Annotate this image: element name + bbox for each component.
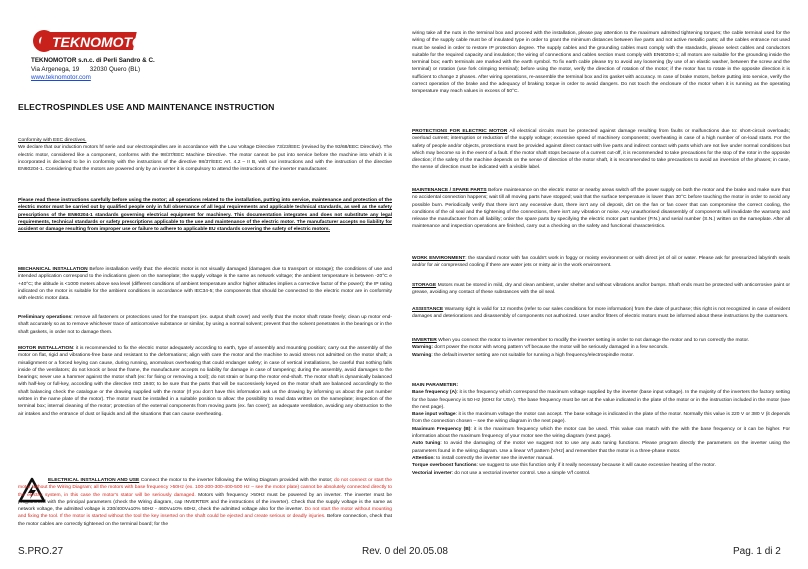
electrical-warning: do not connect or start the motor without the Wiring Diagram; all the motors with base frequency >50Hz (ex. 100-200-300-400-500 Hz – see the motor plate) cannot be absolutely connected directly to the electric system, in this case the motor's stator will be seriously damaged.: [18, 478, 392, 498]
work-environment-heading: WORK ENVIRONMENT: [412, 256, 466, 261]
param-label: Vectorial inverter: [412, 470, 452, 476]
motor-installation-body: : it is recommended to fix the electric motor adequately according to earth, type of assembly and mounting position; carry out the assembly of the motor on flat, rigid and vibrations-free base and resistant to the deformations; align with care the motor and the machine to avoid stress not admitted on the motor shaft; a misalignment or a forced keying can cause, during running, anomalous overheating that could endanger safety; in case of vertical installations, be careful that nothing falls inside of the ventilators; do not knock or beat the frame, the manufacturer accepts no liability for damage in case of tampering; during the assembly, avoid damages to the bearings; never use a hammer against the motor shaft (ex: for fixing or removing a tool); do not strain or bump the motor end-shaft. The motor shaft is dynamically balanced with half-key or full-key, according with the directive ISO 1940; to be sure that the parts that will be successively keyed on the motor shaft are balanced accordingly to the shaft balancing check the catalogue or the drawing supplied with the motor (If you don't have this information ask us the drawing by informing us about the part number written in the name plate of the motor). The motor must be installed in a suitable position to allow: the possibility to read data written on the nameplate; inspection of the terminal box; internal cleaning of the motor; protection of the external components from moving parts (ex. fan cover); an adequate ventilation, avoiding any obstruction to the air intakes and the entrance of dust or liquids and all the situations that can cause overheating.: [18, 346, 392, 417]
inverter-heading: INVERTER: [412, 338, 437, 343]
main-parameter-section: [412, 382, 790, 477]
mechanical-body: Before installation verify that: the electric motor is not visually damaged (damages due to transport or storage); the conditions of use and intended application correspond to the indications given on the nameplate; the supply voltage is the same as network voltage; the ambient temperature is between -20°C e +40°C; the altitude is <1000 meters above sea level (different conditions of ambient temperature and/or higher altitudes implies a corrective factor of the power); the IP rating indicated on the motor is suitable for the ambient conditions in accordance with IEC34-5; the components that should be connected to the electric motor are in conformity with electric motor data.: [18, 267, 392, 302]
param-text: : it is the maximum voltage the motor can accept. The base voltage is indicated in the plate of the motor. Normally this value is 220 V or 380 V (it depends from the connection chosen – see the wiring diagram in the next page).: [412, 412, 790, 425]
motor-installation-heading: MOTOR INSTALLATION: [18, 346, 73, 351]
assistance-body: Warranty right is valid for 12 months (refer to our sales conditions for more information) from the date of purchase; this right is not recognized in case of evident damages and deteriorations and disassembly of components not authorized. User and/or fitters of electric motors must be informed about these instructions by the customers.: [412, 307, 790, 320]
logo-text: TEKNOMOTOR: [52, 34, 153, 50]
conformity-body: We declare that our induction motors hf serie and our electrospindles are in accordance with the Low Voltage Directive 73/23/EEC (revised by the 93/68/EEC Directive). The electric motor, considered like a component, conforms with the 98/37/EEC Machine Directive. The motor cannot be put into service before the machine into which it is incorporated is declared to be in conformity with the instructions of the directive 98/37/EEC Art. 4.2 – II B, with our instructions and with the instruction of the directive EN60204-1. Considering that the motors are powered only by an inverter it is compulsory to attend the instructions of the inverter manufacturer.: [18, 145, 392, 173]
electrical-section: [18, 477, 392, 528]
param-text: : to avoid the damaging of the motor we suggest not to use any auto tuning functions. Please program directly the parameters on the inverter using the parameters found in the wiring diagram. Use a linear V/f pattern [V/Hz] and remember that the motor is a three-phase motor.: [412, 441, 790, 454]
storage-section: [412, 282, 790, 297]
param-label: Base input voltage: [412, 412, 456, 418]
param-text: : it is the maximum frequency which the motor can be used. This value can match with the with the base frequency or it can be higher. For information about the maximum frequency of your motor see the wiring diagram (next page).: [412, 426, 791, 440]
street: Via Argenega, 19: [31, 65, 80, 73]
maintenance-section: [412, 187, 790, 231]
inverter-warning-text: don't power the motor with wrong pattern V/f because the motor will be seriously damaged in a few seconds.: [433, 345, 669, 351]
inverter-warning2-text: : the default inverter setting are not suitable for running a high frequency/electrospindle motor.: [431, 352, 634, 358]
company-name: TEKNOMOTOR s.n.c. di Perli Sandro & C.: [31, 57, 155, 64]
preliminary-section: [18, 314, 392, 336]
protections-section: [412, 128, 790, 172]
electrical-warning-2: Do not start the motor without mounting and fixing the tool. If the motor is started without the tool the key inserted on the shaft could be ejected and create serious or deadly injuries.: [18, 507, 392, 520]
work-environment-body: : the standard motor with fan couldn't work in foggy or moisty environment or with direct jet of oil or water. Please ask for pressurized labyrinth seals and/or for air compressed cooling if there are water jets or misty air in the work environment.: [412, 256, 790, 269]
maintenance-heading: MAINTENANCE / SPARE PARTS: [412, 188, 487, 193]
company-address: [31, 57, 231, 83]
conformity-section: [18, 137, 392, 173]
param-label: Base frequency (A): [412, 390, 457, 396]
param-text: : we suggest to use this function only if it really necessary because it will cause excessive heating of the motor.: [476, 463, 716, 469]
param-label: Maximum Frequency (B): [412, 426, 471, 432]
inverter-warning-label: Warning:: [412, 345, 434, 351]
protections-heading: PROTECTIONS FOR ELECTRIC MOTOR: [412, 129, 508, 134]
maintenance-body: Before maintenance on the electric motor or nearby areas switch off the power supply on both the motor and the brake and make sure that no accidental connection happens; wait till all moving parts have stopped; wait that the surface temperature is lower than 30°C before touching the motor in order to avoid any possible burn. Periodically verify that there isn't any excessive dust, there isn't any oil deposit, dirt on the fan or fan cover that can compromise the correct cooling, the conditions of the oil seal and the tightening of the connections, there isn't any vibration or noise. Any unauthorised disassembly of components will invalidate the warranty and release the manufacturer from all liability; order the spare parts by specifying the electric motor part number (P.N.) and serial number (S.N.) written on the nameplate. After all maintenance and inspection operations are finished, carry out a checking on the safety and functional characteristics.: [412, 188, 790, 230]
motor-installation-section: [18, 345, 392, 418]
inverter-body: When you connect the motor to inverter remember to modify the inverter setting in order to not damage the motor and to run correctly the motor.: [436, 338, 750, 343]
continuation-body: wiring take all the nuts in the terminal box and proceed with the installation, please pay attention to the maximum admitted tightening torques; the cable terminal used for the wiring of the supply cable must be of insulated type in order to grant the minimum distances between live parts and not active metallic parts; all the cables entrance not used must be sealed in order to restore IP protection degree. The supply cables and the grounding cables must comply with the standards, please select cables and conductors suitable for the required capacity and insulation; the wiring of connections and cables section must comply with EN60204-1; all motors are suitable for the grounding inside the terminal box; earth terminals are marked with the earth symbol. To fix earth cable please try to avoid any loosening (by use of an elastic washer, between the screw and the terminal) or rotation (use fork crimping terminal); before using the motor, verify the direction of rotation of the motor; if the motor has to rotate in the opposite direction it is sufficient to change 2 phases. After wiring operations, re-assemble the terminal box and its gasket with accuracy. In case of brake motors, before putting into service, verify the correct operation of the brake and the adequacy of braking torque in order to avoid dangers. Do not touch the enclosure of the motor when it is running as the operating temperature may reach values in excess of 50°C.: [412, 31, 790, 95]
mechanical-heading: MECHANICAL INSTALLATION: [18, 267, 88, 272]
mechanical-section: [18, 266, 392, 302]
electrical-heading: ELECTRICAL INSTALLATION AND USE: [48, 478, 140, 483]
footer-page: Pag. 1 di 2: [733, 546, 781, 557]
param-label: Attention: [412, 455, 434, 461]
electrical-mid: Motors with frequency >50Hz must be powered by an inverter. The inverter must be programmed with the principal parameters (check the Wiring diagram, cap INVERTER and the instructions of the inverter). Check that the supply voltage is the same as network voltage, the admitted voltage is 230/400V±10% 50Hz - 460V±10% 60Hz, check the admitted voltage also for the inverter.: [18, 492, 392, 513]
preliminary-body: : remove all fasteners or protections used for the transport (ex. output shaft cover) and verify that the motor shaft rotate freely; clean up motor end-shaft accurately so as to remove whichever trace of anticorrosive substance or similar, by using a normal solvent; prevent that the solvent penetrates in the bearings or in the shaft gaskets, in order not to damage them.: [18, 315, 393, 335]
electrical-end: Before connection, check that the motor cables are correctly tightened on the terminal board; for the: [18, 514, 392, 527]
footer-revision: Rev. 0 del 20.05.08: [362, 546, 448, 557]
teknomotor-logo: [30, 26, 153, 56]
inverter-section: [412, 337, 790, 359]
param-label: Auto tuning: [412, 441, 441, 447]
continuation-section: [412, 30, 790, 96]
conformity-heading: Conformity with EEC directives.: [18, 138, 87, 143]
page-title: ELECTROSPINDLES USE AND MAINTENANCE INSTRUCTION: [18, 102, 275, 112]
safety-notice-section: [18, 197, 392, 233]
main-parameter-heading: MAIN PARAMETER:: [412, 383, 459, 388]
protections-body: All electrical circuits must be protected against damage resulting from faults or malfunctions due to: short-circuit overloads; overload current; interruption or reduction of the supply voltage; excessive speed of machinery components; overheating in case of a high number of on-load starts. For the safety of people and/or objects, protections must be provided against direct contact with live parts and indirect contact with parts which are not live under normal conditions but which may become so in the event of a fault. If the motor shaft stops because of a current cut-off, it is recommended to take precautions for the stop of the rotor in the opposite direction; if the safety of the machine depends on the sense of direction of the motor shaft, it is recommended to take precautions to avoid an inversion of the phases; in case, the sense of direction must be indicated with a visible label.: [412, 129, 790, 171]
param-text: : to install correctly the inverter see the inverter manual.: [433, 455, 554, 461]
work-environment-section: [412, 255, 790, 270]
electrical-intro: Connect the motor to the inverter following the Wiring Diagram provided with the motor;: [139, 478, 335, 483]
storage-body: Motors must be stored in mild, dry and clean ambient, under shelter and without vibrations and/or bumps. Shaft ends must be protected with anticorrosive paint or grease, avoiding any contact of these substances with the oil seal.: [412, 283, 790, 296]
preliminary-heading: Preliminary operations: [18, 315, 72, 320]
storage-heading: STORAGE: [412, 283, 437, 288]
assistance-heading: ASSISTANCE: [412, 307, 444, 312]
param-text: : it is the frequency which correspond the maximum voltage supplied by the inverter (base input voltage). In the majority of the inverters the factory setting for the base frequency is 50 Hz (60Hz for USA). The base frequency must be set at the value indicated in the plate of the motor or in the instruction included in the motor (see the next page).: [412, 390, 790, 410]
inverter-warning2-label: Warning: [412, 352, 432, 358]
safety-notice: Please read these instructions carefully before using the motor; all operations related to the installation, putting into service, maintenance and protection of the electric motor must be carried out by qualified people only in full observance of all legal requirements and applicable technical standards, as well as the safety prescriptions of the EN60204-1 standards governing electrical equipment for machinery. This documentation integrates and does not substitute any legal requirements, technical standards or safety prescriptions applicable to the use and maintenance of the electric motor. The manufacturer accepts no liability for accident or damage resulting from improper use or failure to adhere to applicable EU standards covering the safety of electric motors.: [18, 198, 392, 233]
footer-code: S.PRO.27: [18, 546, 64, 557]
param-label: Torque overboost functions: [412, 463, 477, 469]
param-text: : do not use a vectorial inverter control. Use a simple V/f control.: [451, 470, 591, 476]
website-link[interactable]: www.teknomotor.com: [31, 74, 91, 81]
city: 32030 Quero (BL): [89, 65, 141, 73]
assistance-section: [412, 306, 790, 321]
